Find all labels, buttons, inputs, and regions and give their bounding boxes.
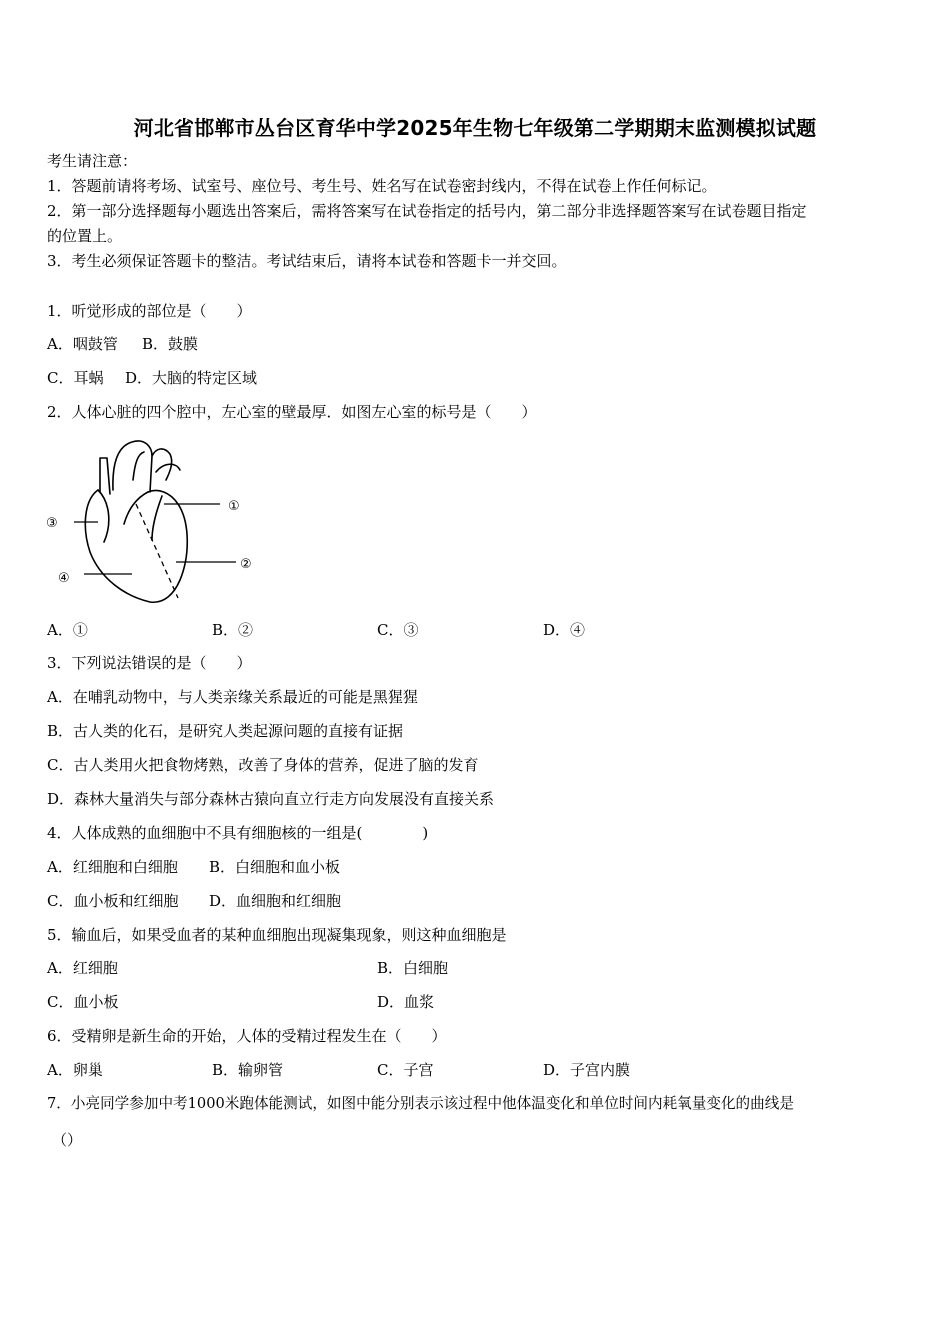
vessel-branch: [156, 464, 180, 472]
aorta-outline: [113, 441, 152, 492]
heart-diagram: [40, 432, 270, 612]
question-stem: 6．受精卵是新生命的开始，人体的受精过程发生在（ ）: [47, 1027, 447, 1045]
option-b: B．白细胞和血小板: [209, 858, 341, 876]
vessel-line: [100, 458, 110, 494]
ventricle-line: [152, 496, 162, 540]
option-d: D．④: [543, 621, 586, 639]
label-4: ④: [58, 571, 70, 586]
label-2: ②: [240, 557, 252, 572]
atrium-line: [98, 490, 109, 542]
option-b: B．白细胞: [377, 959, 449, 977]
option-c: C．血小板: [47, 993, 119, 1011]
question-stem: 1．听觉形成的部位是（ ）: [47, 302, 252, 320]
option-d: D．子宫内膜: [543, 1061, 631, 1079]
question-stem: 7．小亮同学参加中考1000米跑体能测试，如图中能分别表示该过程中他体温变化和单位时间内耗氧量变化的曲线是: [47, 1095, 794, 1112]
question-stem: 2．人体心脏的四个腔中，左心室的壁最厚．如图左心室的标号是（ ）: [47, 403, 537, 421]
option-d: D．血浆: [377, 993, 435, 1011]
question-stem: 5．输血后，如果受血者的某种血细胞出现凝集现象，则这种血细胞是: [47, 926, 507, 944]
option-c: C．③: [377, 621, 419, 639]
notice-heading: 考生请注意：: [47, 152, 138, 170]
option-a: A．①: [47, 621, 88, 639]
septum-dashed: [136, 504, 178, 598]
label-1: ①: [228, 499, 240, 514]
option-b: B．②: [212, 621, 254, 639]
heart-outline: [85, 490, 187, 602]
notice-item: 3．考生必须保证答题卡的整洁。考试结束后，请将本试卷和答题卡一并交回。: [47, 252, 567, 270]
notice-item: 的位置上。: [47, 227, 123, 245]
option-c: C．古人类用火把食物烤熟，改善了身体的营养，促进了脑的发育: [47, 756, 479, 774]
aorta-inner: [133, 452, 144, 480]
option-a: A．红细胞和白细胞: [47, 858, 178, 876]
label-3: ③: [46, 516, 58, 531]
option-c: C．血小板和红细胞: [47, 892, 179, 910]
ventricle-line: [124, 492, 148, 524]
notice-item: 1．答题前请将考场、试室号、座位号、考生号、姓名写在试卷密封线内，不得在试卷上作任何标记。: [47, 177, 717, 195]
option-b: B．古人类的化石，是研究人类起源问题的直接有证据: [47, 722, 404, 740]
option-a: A．在哺乳动物中，与人类亲缘关系最近的可能是黑猩猩: [47, 688, 418, 706]
option-a: A．咽鼓管: [47, 335, 118, 353]
option-d: D．血细胞和红细胞: [209, 892, 342, 910]
option-b: B．鼓膜: [142, 335, 199, 353]
page-title: 河北省邯郸市丛台区育华中学2025年生物七年级第二学期期末监测模拟试题: [133, 116, 817, 140]
question-stem: 4．人体成熟的血细胞中不具有细胞核的一组是( ): [47, 824, 429, 842]
answer-bracket: （）: [52, 1131, 83, 1149]
option-c: C．耳蜗: [47, 369, 104, 387]
option-d: D．森林大量消失与部分森林古猿向直立行走方向发展没有直接关系: [47, 790, 495, 808]
option-a: A．卵巢: [47, 1061, 103, 1079]
question-stem: 3．下列说法错误的是（ ）: [47, 654, 252, 672]
option-d: D．大脑的特定区域: [125, 369, 258, 387]
option-b: B．输卵管: [212, 1061, 284, 1079]
notice-item: 2．第一部分选择题每小题选出答案后，需将答案写在试卷指定的括号内，第二部分非选择题答案写在试卷题目指定: [47, 202, 807, 220]
option-c: C．子宫: [377, 1061, 434, 1079]
option-a: A．红细胞: [47, 959, 118, 977]
